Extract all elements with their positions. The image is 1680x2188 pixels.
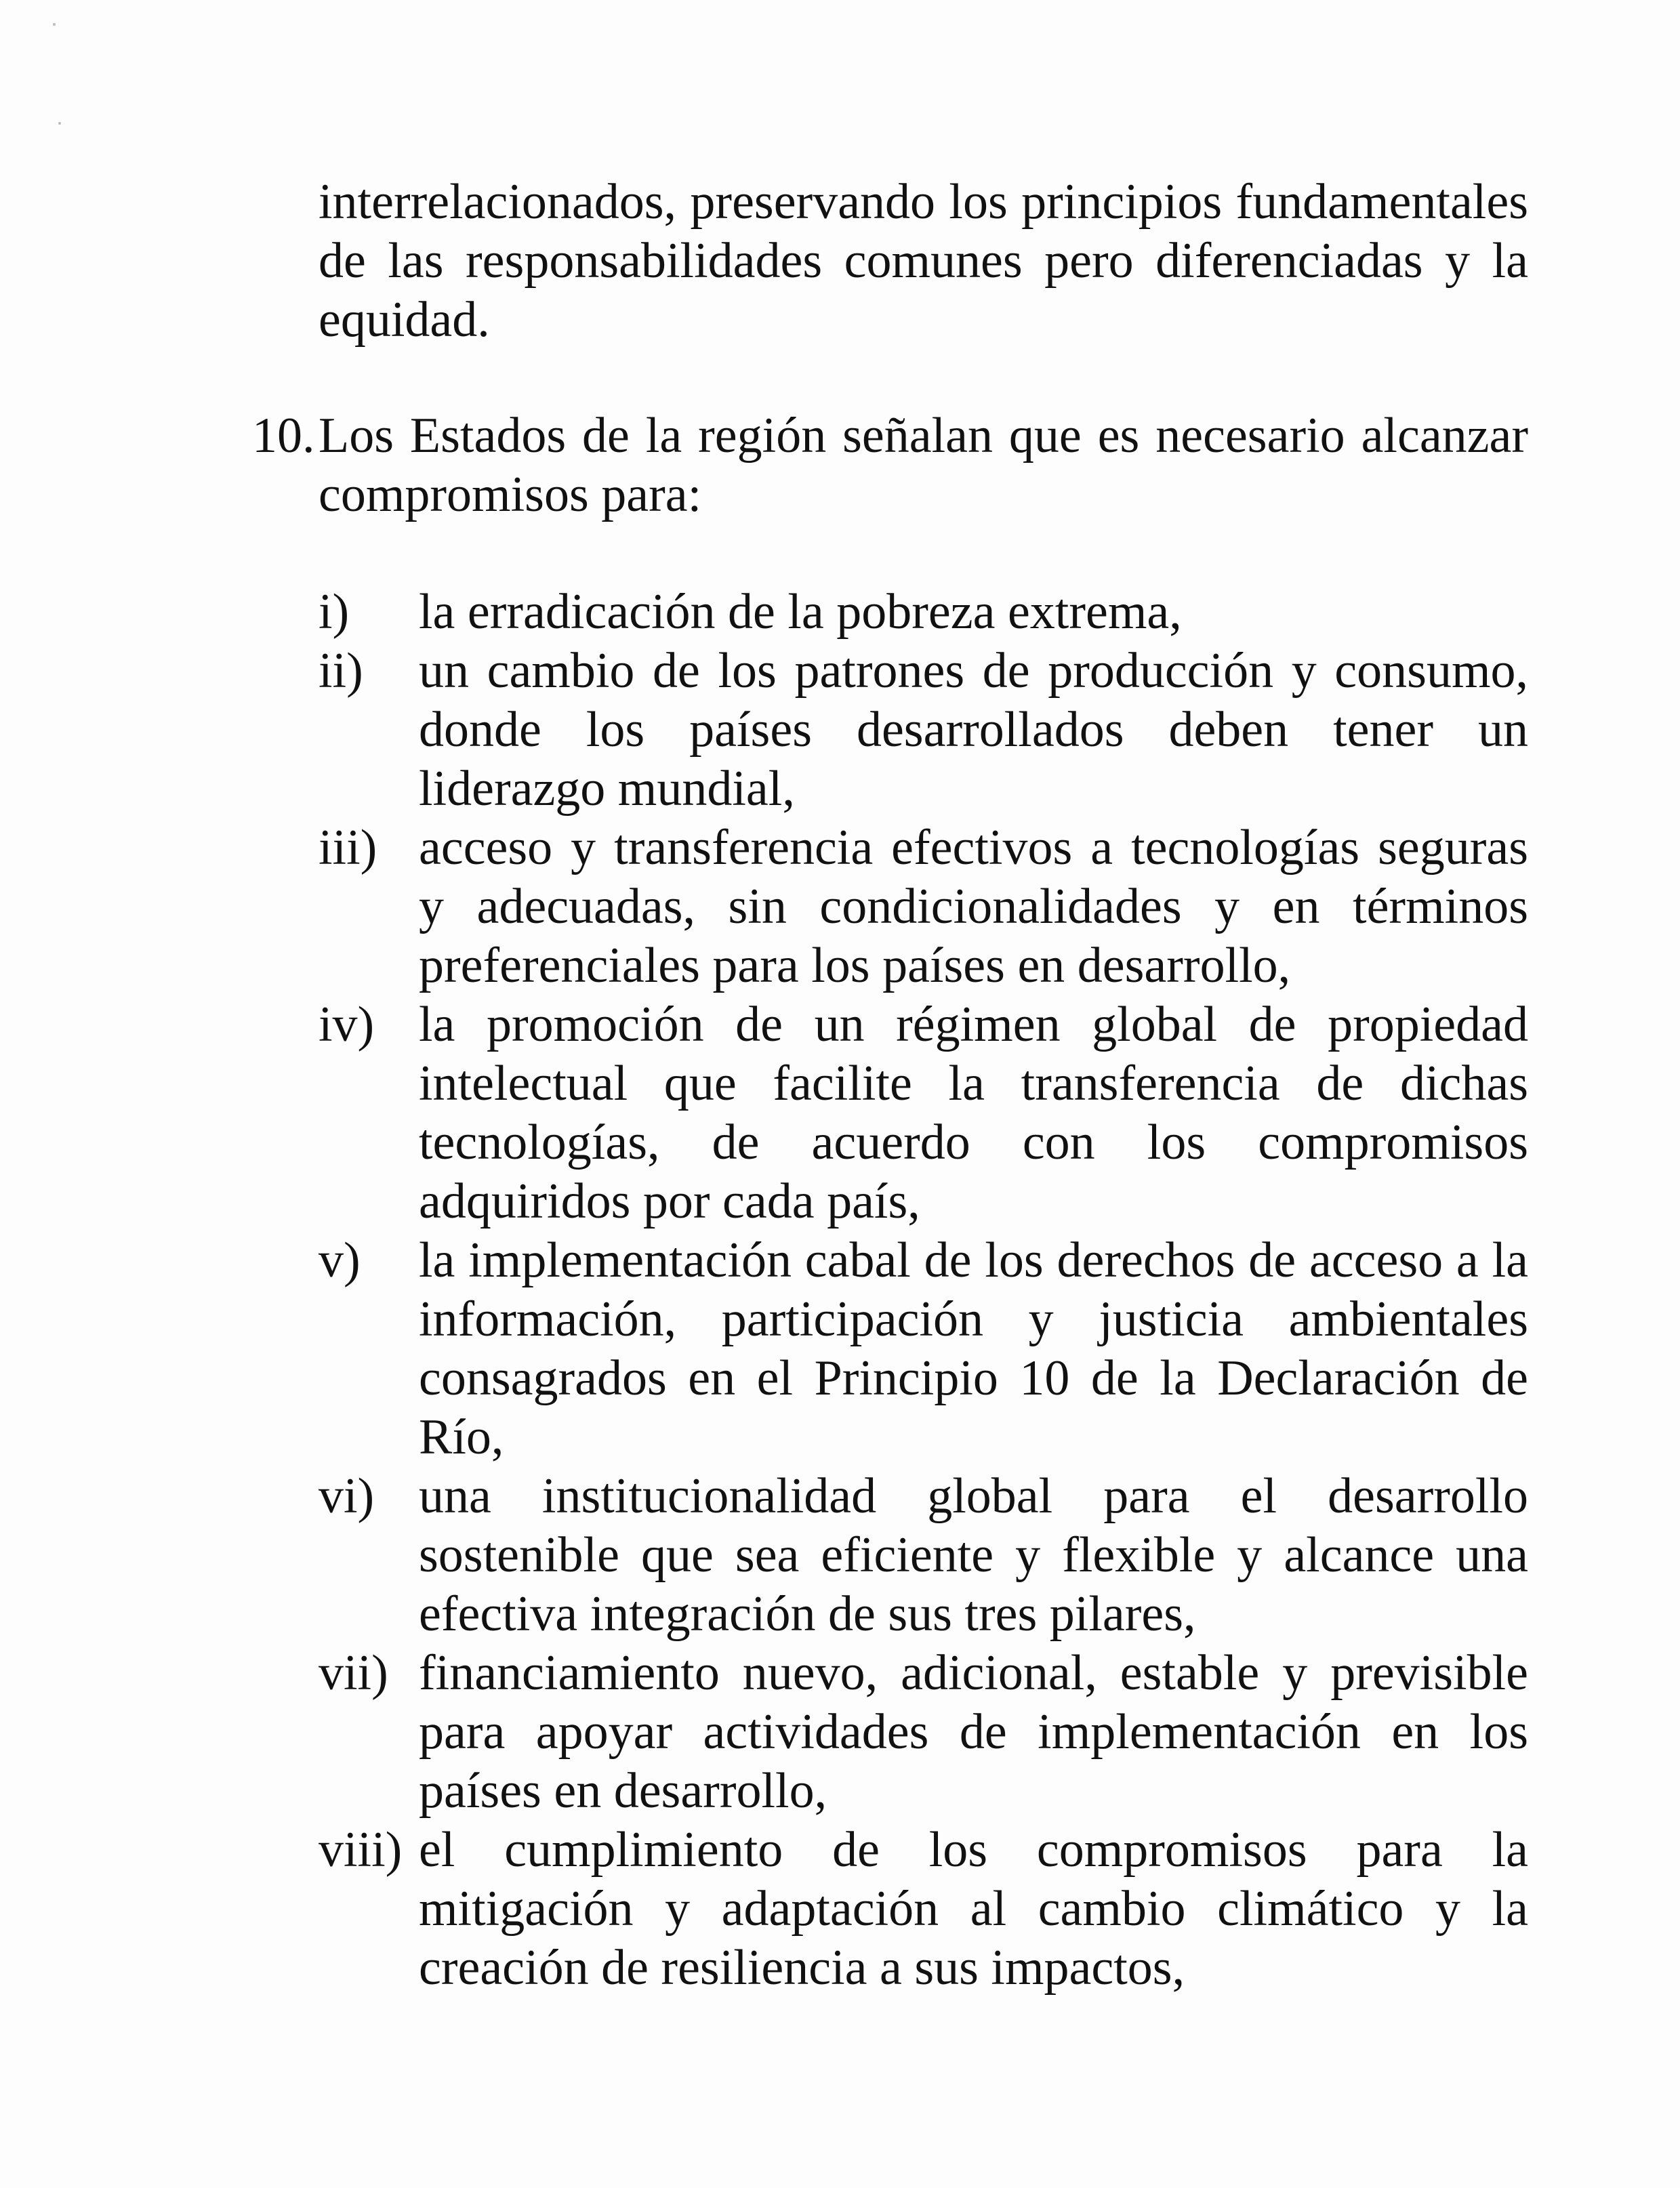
list-item-text: un cambio de los patrones de producción y consumo, donde los países desarrollados deben tener un liderazgo mundial, (419, 643, 1528, 817)
list-item (319, 1644, 1528, 1821)
scan-speck (53, 23, 56, 26)
list-item-label: vi) (319, 1468, 375, 1524)
paragraph-text: Los Estados de la región señalan que es necesario alcanzar compromisos para: (319, 408, 1528, 522)
list-item (319, 583, 1528, 642)
list-item-text: una institucionalidad global para el desarrollo sostenible que sea eficiente y flexible y alcance una efectiva integración de sus tres pilares, (419, 1468, 1528, 1642)
list-item (319, 1467, 1528, 1644)
list-item-text: la erradicación de la pobreza extrema, (419, 584, 1182, 640)
list-item-label: i) (319, 584, 350, 640)
scan-speck (58, 122, 61, 125)
list-item-text: financiamiento nuevo, adicional, estable y previsible para apoyar actividades de implementación en los países en desarrollo, (419, 1645, 1528, 1819)
list-item-label: iii) (319, 820, 377, 875)
list-item (319, 995, 1528, 1231)
paragraph-number: 10. (252, 408, 315, 463)
list-item-label: viii) (319, 1822, 403, 1878)
list-item-label: ii) (319, 643, 363, 699)
list-item-text: el cumplimiento de los compromisos para la mitigación y adaptación al cambio climático y la creación de resiliencia a sus impactos, (419, 1822, 1528, 1996)
list-item-label: vii) (319, 1645, 388, 1701)
list-item (319, 1821, 1528, 1998)
list-item-text: la promoción de un régimen global de propiedad intelectual que facilite la transferencia de dichas tecnologías, de acuerdo con los compromisos adquiridos por cada país, (419, 997, 1528, 1229)
paragraph-10 (252, 407, 1528, 524)
intro-paragraph: interrelacionados, preservando los principios fundamentales de las responsabilidades comunes pero diferenciadas y la equidad. (319, 174, 1528, 348)
commitments-list (319, 583, 1528, 1998)
list-item-label: v) (319, 1233, 361, 1288)
list-item (319, 819, 1528, 995)
list-item-label: iv) (319, 997, 375, 1052)
list-item (319, 1231, 1528, 1467)
list-item (319, 642, 1528, 819)
list-item-text: la implementación cabal de los derechos de acceso a la información, participación y justicia ambientales consagrados en el Principio 10 de la Declaración de Río, (419, 1233, 1528, 1465)
list-item-text: acceso y transferencia efectivos a tecnologías seguras y adecuadas, sin condicionalidades y en términos preferenciales para los países en desarrollo, (419, 820, 1528, 993)
